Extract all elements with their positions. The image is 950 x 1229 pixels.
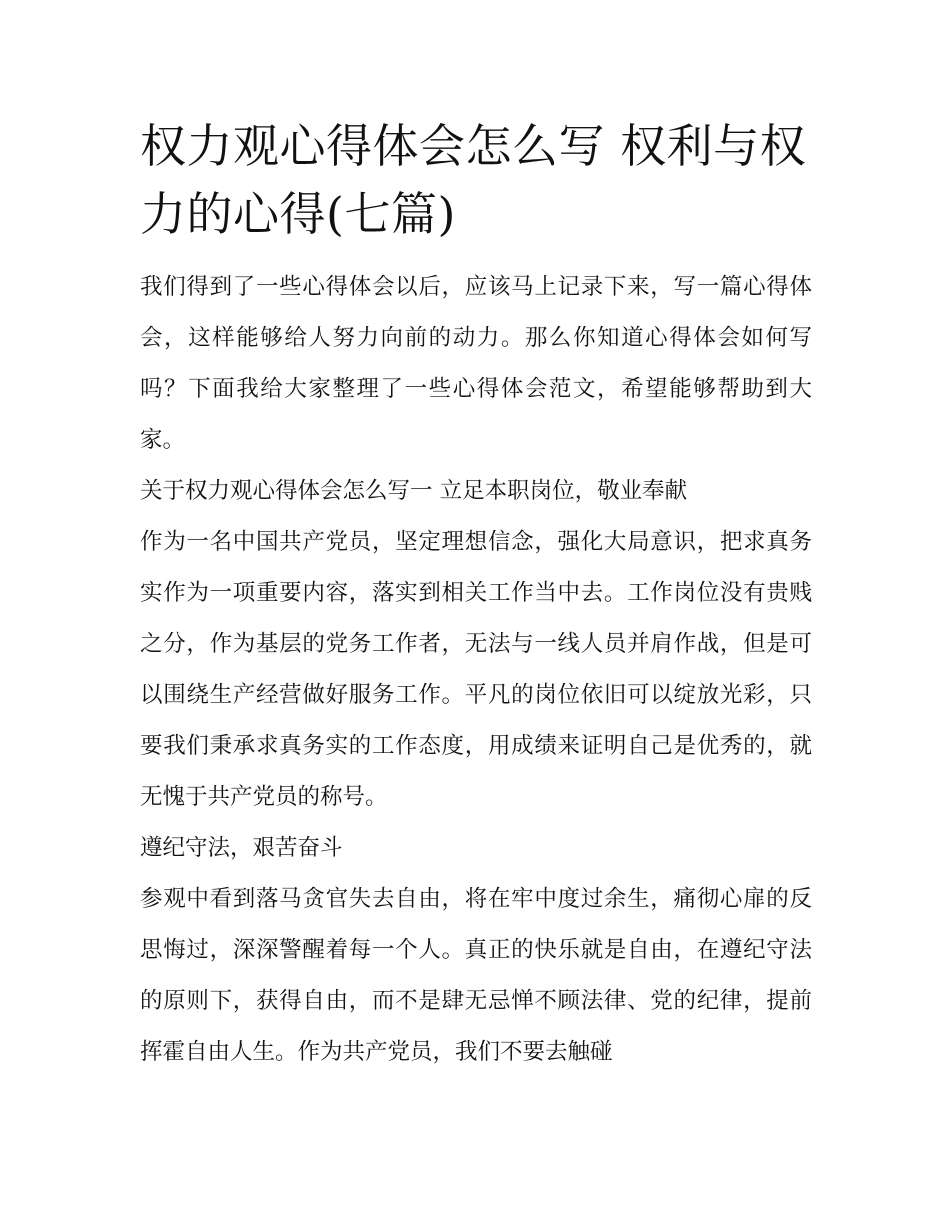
section-heading-2: 遵纪守法，艰苦奋斗 (140, 835, 343, 861)
body-paragraph-2: 参观中看到落马贪官失去自由，将在牢中度过余生，痛彻心扉的反思悔过，深深警醒着每一个人。真正的快乐就是自由，在遵纪守法的原则下，获得自由，而不是肆无忌惮不顾法律、党的纪律，提前挥霍自由人生。作为共产党员，我们不要去触碰 (140, 886, 812, 1065)
body-paragraph-1: 作为一名中国共产党员，坚定理想信念，强化大局意识，把求真务实作为一项重要内容，落实到相关工作当中去。工作岗位没有贵贱之分，作为基层的党务工作者，无法与一线人员并肩作战，但是可以围绕生产经营做好服务工作。平凡的岗位依旧可以绽放光彩，只要我们秉承求真务实的工作态度，用成绩来证明自己是优秀的，就无愧于共产党员的称号。 (140, 529, 812, 810)
section-heading-1: 关于权力观心得体会怎么写一 立足本职岗位，敬业奉献 (140, 478, 688, 504)
document-title: 权力观心得体会怎么写 权利与权力的心得(七篇) (140, 119, 807, 241)
document-page (140, 112, 812, 1078)
intro-paragraph: 我们得到了一些心得体会以后，应该马上记录下来，写一篇心得体会，这样能够给人努力向前的动力。那么你知道心得体会如何写吗？下面我给大家整理了一些心得体会范文，希望能够帮助到大家。 (140, 274, 812, 453)
